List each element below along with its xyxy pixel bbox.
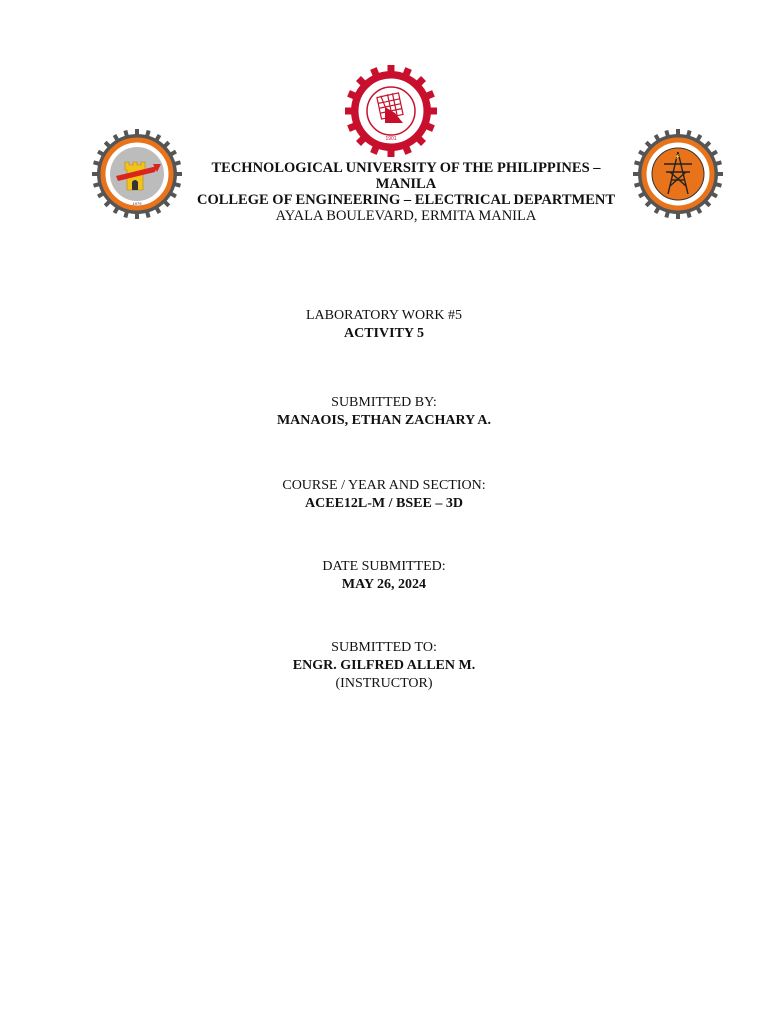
instructor-role: (INSTRUCTOR) <box>335 676 433 691</box>
activity-title: ACTIVITY 5 <box>344 326 424 341</box>
electrical-department-seal-icon <box>632 128 724 220</box>
course-value: ACEE12L-M / BSEE – 3D <box>305 496 463 511</box>
student-name: MANAOIS, ETHAN ZACHARY A. <box>276 413 492 428</box>
submitted-to-section <box>184 639 584 693</box>
college-of-engineering-seal-icon <box>91 128 183 220</box>
instructor-name: ENGR. GILFRED ALLEN M. <box>292 658 476 673</box>
submitted-to-label: SUBMITTED TO: <box>331 640 437 655</box>
tup-seal-icon <box>345 65 437 157</box>
svg-text:⚡: ⚡ <box>674 154 682 160</box>
lab-work-label: LABORATORY WORK #5 <box>305 308 463 323</box>
submitted-by-label: SUBMITTED BY: <box>331 395 437 410</box>
svg-text:1979: 1979 <box>132 201 142 206</box>
course-section <box>184 477 584 513</box>
document-header <box>180 160 632 224</box>
date-section <box>184 558 584 594</box>
lab-work-section <box>184 307 584 343</box>
college-department: COLLEGE OF ENGINEERING – ELECTRICAL DEPARTMENT <box>196 192 616 208</box>
university-address: AYALA BOULEVARD, ERMITA MANILA <box>275 208 537 224</box>
date-value: MAY 26, 2024 <box>341 577 427 592</box>
svg-text:1901: 1901 <box>385 136 397 142</box>
date-label: DATE SUBMITTED: <box>322 559 446 574</box>
submitted-by-section <box>184 394 584 430</box>
course-label: COURSE / YEAR AND SECTION: <box>282 478 486 493</box>
university-name: TECHNOLOGICAL UNIVERSITY OF THE PHILIPPINES – MANILA <box>211 160 601 192</box>
